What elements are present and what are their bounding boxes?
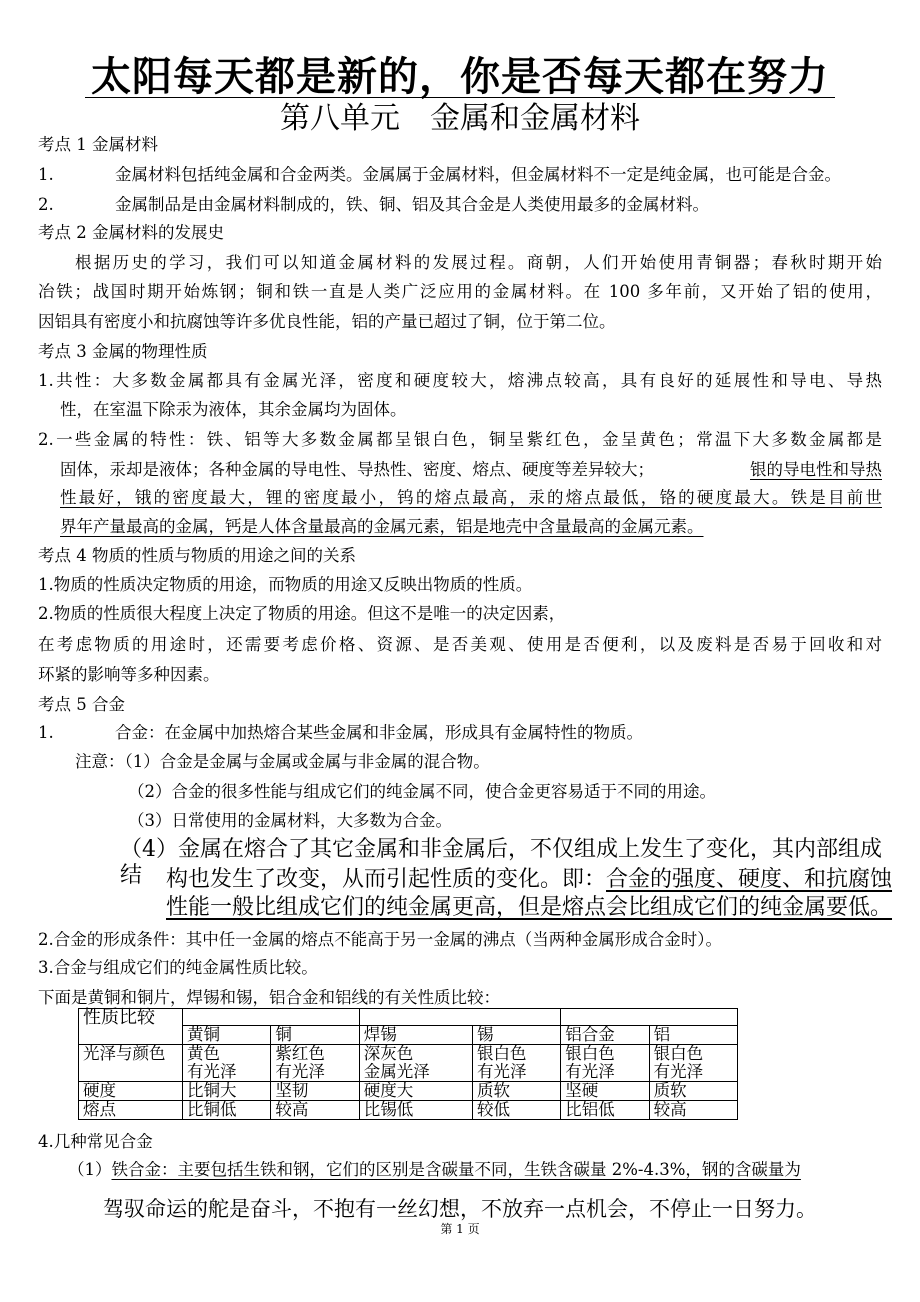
table-cell: 坚硬 [561, 1082, 649, 1101]
column-header: 黄铜 [183, 1026, 271, 1045]
column-header: 焊锡 [359, 1026, 472, 1045]
section-heading: 考点 1 金属材料 [38, 135, 158, 154]
paragraph-line [60, 460, 882, 480]
column-header: 锡 [472, 1026, 560, 1045]
section-heading: 考点 4 物质的性质与物质的用途之间的关系 [38, 546, 356, 565]
paragraph-line: 3.合金与组成它们的纯金属性质比较。 [38, 958, 318, 977]
underlined-line: 界年产量最高的金属，钙是人体含量最高的金属元素，铝是地壳中含量最高的金属元素。 [60, 517, 704, 536]
banner-title: 太阳每天都是新的，你是否每天都在努力 [91, 54, 829, 100]
column-header: 铜 [271, 1026, 359, 1045]
list-item: 金属材料包括纯金属和合金两类。金属属于金属材料，但金属材料不一定是纯金属，也可能是合金。 [115, 165, 841, 184]
table-cell: 比锡低 [359, 1101, 472, 1120]
table-cell: 质软 [649, 1082, 737, 1101]
group-cell [183, 1009, 360, 1026]
section-heading: 考点 3 金属的物理性质 [38, 342, 208, 361]
section-heading: 4.几种常见合金 [38, 1132, 153, 1151]
paragraph-line: 在考虑物质的用途时，还需要考虑价格、资源、是否美观、使用是否便利，以及废料是否易于回收和对 [38, 635, 882, 654]
table-cell: 银白色 有光泽 [472, 1045, 560, 1082]
paragraph-line: 环紧的影响等多种因素。 [38, 665, 220, 684]
paragraph-line: 2.物质的性质很大程度上决定了物质的用途。但这不是唯一的决定因素， [38, 604, 566, 623]
table-cell: 银白色 有光泽 [561, 1045, 649, 1082]
underlined-line: 性最好，锇的密度最大，锂的密度最小，钨的熔点最高，汞的熔点最低，铬的硬度最大。铁是目前世 [60, 488, 882, 507]
group-cell [561, 1009, 738, 1026]
paragraph-line: 2.一些金属的特性：铁、铝等大多数金属都呈银白色，铜呈紫红色，金呈黄色；常温下大多数金属都是 [38, 430, 882, 449]
paragraph-line: 冶铁；战国时期开始炼钢；铜和铁一直是人类广泛应用的金属材料。在 100 多年前，又开始了铝的使用， [38, 282, 882, 301]
table-cell: 较高 [271, 1101, 359, 1120]
paragraph-line: 因铝具有密度小和抗腐蚀等许多优良性能，铝的产量已超过了铜，位于第二位。 [38, 312, 616, 331]
section-heading: 考点 2 金属材料的发展史 [38, 223, 224, 242]
table-cell: 质软 [472, 1082, 560, 1101]
table-cell: 深灰色 金属光泽 [359, 1045, 472, 1082]
table-cell: 较低 [472, 1101, 560, 1120]
underlined-line: 性能一般比组成它们的纯金属更高，但是熔点会比组成它们的纯金属要低。 [166, 895, 893, 920]
paragraph-line: 1.共性：大多数金属都具有金属光泽，密度和硬度较大，熔沸点较高，具有良好的延展性和导电、导热 [38, 371, 882, 390]
list-item: 金属制品是由金属材料制成的，铁、铜、铝及其合金是人类使用最多的金属材料。 [115, 195, 709, 214]
paragraph-line: 性，在室温下除汞为液体，其余金属均为固体。 [60, 400, 407, 419]
section-heading: 考点 5 合金 [38, 695, 125, 714]
page-title: 第八单元 金属和金属材料 [280, 101, 640, 136]
table-cell: 硬度大 [359, 1082, 472, 1101]
properties-table [78, 1008, 738, 1120]
table-row [79, 1082, 738, 1101]
table-cell: 紫红色 有光泽 [271, 1045, 359, 1082]
note-line [166, 867, 892, 893]
row-label: 熔点 [79, 1101, 183, 1120]
list-number: 1. [38, 165, 54, 184]
text: 构也发生了改变，从而引起性质的变化。即： [166, 867, 607, 892]
table-cell: 银白色 有光泽 [649, 1045, 737, 1082]
list-number: 2. [38, 195, 54, 214]
table-cell: 黄色 有光泽 [183, 1045, 271, 1082]
paragraph-line: 下面是黄铜和铜片，焊锡和锡，铝合金和铝线的有关性质比较： [38, 988, 500, 1007]
table-corner: 性质比较 [79, 1009, 183, 1045]
footer-motto: 驾驭命运的舵是奋斗，不抱有一丝幻想，不放弃一点机会，不停止一日努力。 [103, 1197, 817, 1221]
column-header: 铝 [649, 1026, 737, 1045]
table-cell: 坚韧 [271, 1082, 359, 1101]
table-cell: 比铝低 [561, 1101, 649, 1120]
paragraph-line: 根据历史的学习，我们可以知道金属材料的发展过程。商朝，人们开始使用青铜器；春秋时期开始 [75, 253, 882, 272]
underlined-text: 银的导电性和导热 [750, 460, 882, 479]
row-label: 光泽与颜色 [79, 1045, 183, 1082]
column-header: 铝合金 [561, 1026, 649, 1045]
table-cell: 较高 [649, 1101, 737, 1120]
list-item: 合金：在金属中加热熔合某些金属和非金属，形成具有金属特性的物质。 [115, 723, 643, 742]
paragraph-line [68, 1160, 801, 1180]
underlined-text: 铁合金：主要包括生铁和钢，它们的区别是含碳量不同，生铁含碳量 2%-4.3%，钢的含碳量为 [111, 1160, 801, 1179]
text: 固体，汞却是液体；各种金属的导电性、导热性、密度、熔点、硬度等差异较大； [60, 460, 654, 479]
table-header-row [79, 1009, 738, 1026]
row-label: 硬度 [79, 1082, 183, 1101]
note-line: （4）金属在熔合了其它金属和非金属后，不仅组成上发生了变化，其内部组成结 [120, 837, 882, 888]
table-row [79, 1045, 738, 1082]
group-cell [359, 1009, 561, 1026]
underlined-text: 合金的强度、硬度、和抗腐蚀 [606, 867, 893, 892]
note-line: 注意：（1）合金是金属与金属或金属与非金属的混合物。 [75, 752, 490, 771]
list-number: 1. [38, 723, 54, 742]
table-cell: 比铜大 [183, 1082, 271, 1101]
text: （1） [68, 1160, 112, 1179]
page-number: 第 1 页 [440, 1222, 480, 1236]
table-row [79, 1101, 738, 1120]
table-cell: 比铜低 [183, 1101, 271, 1120]
paragraph-line: 1.物质的性质决定物质的用途，而物质的用途又反映出物质的性质。 [38, 575, 533, 594]
note-line: （2）合金的很多性能与组成它们的纯金属不同，使合金更容易适于不同的用途。 [128, 782, 716, 801]
paragraph-line: 2.合金的形成条件：其中任一金属的熔点不能高于另一金属的沸点（当两种金属形成合金时）。 [38, 930, 722, 949]
note-line: （3）日常使用的金属材料，大多数为合金。 [128, 811, 452, 830]
